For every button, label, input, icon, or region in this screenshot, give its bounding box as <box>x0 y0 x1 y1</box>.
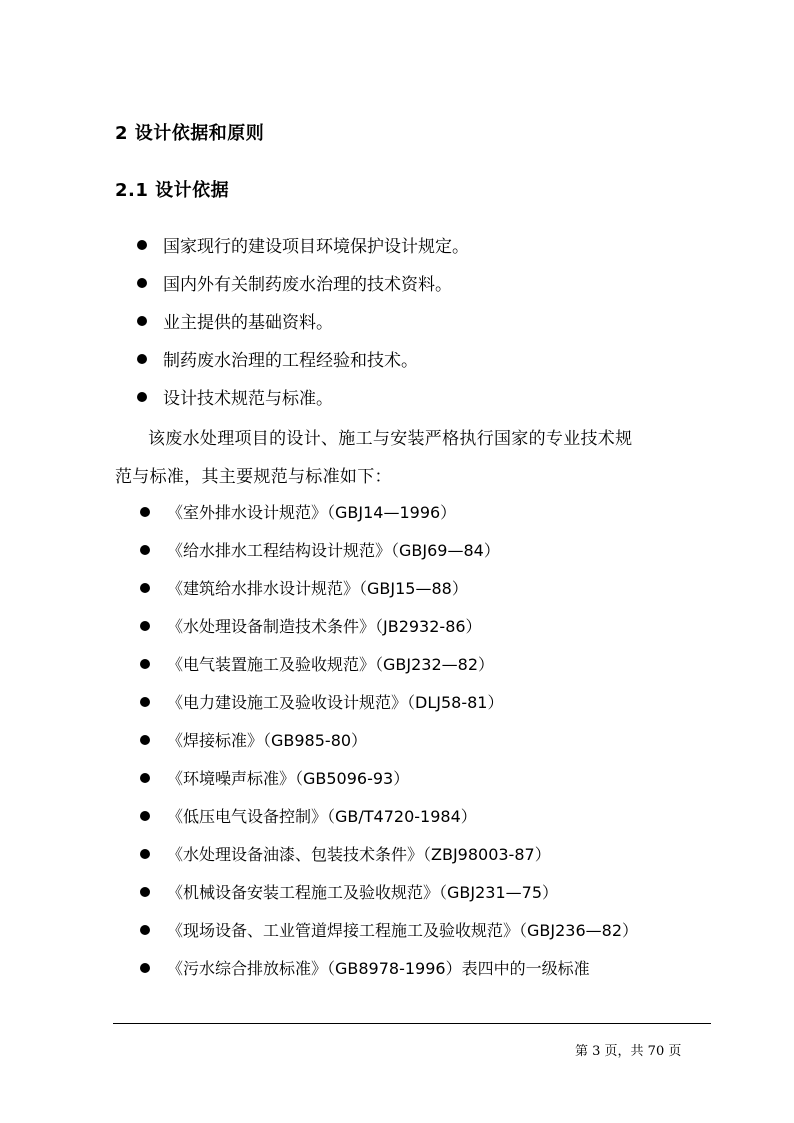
standard-item <box>0 614 482 637</box>
bullet-icon <box>140 887 150 897</box>
basis-item-text: 业主提供的基础资料。 <box>163 313 333 333</box>
paragraph-line: 范与标准，其主要规范与标准如下： <box>115 467 392 487</box>
standard-item <box>0 690 503 713</box>
bullet-icon <box>140 963 150 973</box>
standard-item-text: 《水处理设备油漆、包装技术条件》（ZBJ98003-87） <box>167 845 551 864</box>
basis-item <box>0 270 452 295</box>
standard-item <box>0 804 477 827</box>
section-heading: 2 设计依据和原则 <box>115 123 265 144</box>
standard-item-text: 《焊接标准》（GB985-80） <box>167 731 368 750</box>
standard-item <box>0 880 558 903</box>
basis-item <box>0 346 418 371</box>
bullet-icon <box>140 811 150 821</box>
basis-item <box>0 232 469 257</box>
standard-item-text: 《电力建设施工及验收设计规范》（DLJ58-81） <box>167 693 504 712</box>
standard-item-text: 《室外排水设计规范》（GBJ14—1996） <box>167 503 457 522</box>
bullet-icon <box>137 240 147 250</box>
standard-item <box>0 842 551 865</box>
standard-item-text: 《污水综合排放标准》（GB8978-1996）表四中的一级标准 <box>167 959 590 978</box>
bullet-icon <box>137 316 147 326</box>
basis-item-text: 制药废水治理的工程经验和技术。 <box>163 351 418 371</box>
bullet-icon <box>137 354 147 364</box>
bullet-icon <box>140 659 150 669</box>
standard-item <box>0 652 494 675</box>
standard-item <box>0 576 468 599</box>
bullet-icon <box>140 583 150 593</box>
standard-item-text: 《机械设备安装工程施工及验收规范》（GBJ231—75） <box>167 883 558 902</box>
paragraph-line: 该废水处理项目的设计、施工与安装严格执行国家的专业技术规 <box>148 429 633 449</box>
page-number: 第 3 页，共 70 页 <box>575 1044 682 1059</box>
standard-item-text: 《环境噪声标准》（GB5096-93） <box>167 769 410 788</box>
basis-item-text: 国家现行的建设项目环境保护设计规定。 <box>163 237 469 257</box>
bullet-icon <box>140 773 150 783</box>
bullet-icon <box>140 849 150 859</box>
standard-item <box>0 956 590 979</box>
basis-item <box>0 308 333 333</box>
bullet-icon <box>140 925 150 935</box>
standard-item <box>0 918 638 941</box>
bullet-icon <box>140 697 150 707</box>
standard-item-text: 《水处理设备制造技术条件》（JB2932-86） <box>167 617 482 636</box>
basis-item-text: 国内外有关制药废水治理的技术资料。 <box>163 275 452 295</box>
basis-item <box>0 384 333 409</box>
standard-item <box>0 538 500 561</box>
bullet-icon <box>140 507 150 517</box>
bullet-icon <box>140 621 150 631</box>
standard-item-text: 《给水排水工程结构设计规范》（GBJ69—84） <box>167 541 500 560</box>
basis-item-text: 设计技术规范与标准。 <box>163 389 333 409</box>
standard-item-text: 《建筑给水排水设计规范》（GBJ15—88） <box>167 579 468 598</box>
standard-item <box>0 500 456 523</box>
bullet-icon <box>140 545 150 555</box>
standard-item-text: 《电气装置施工及验收规范》（GBJ232—82） <box>167 655 494 674</box>
bullet-icon <box>137 392 147 402</box>
standard-item-text: 《低压电气设备控制》（GB/T4720-1984） <box>167 807 477 826</box>
footer-divider <box>113 1023 711 1024</box>
bullet-icon <box>137 278 147 288</box>
bullet-icon <box>140 735 150 745</box>
subsection-heading: 2.1 设计依据 <box>115 180 230 201</box>
standard-item <box>0 766 409 789</box>
standard-item <box>0 728 367 751</box>
standard-item-text: 《现场设备、工业管道焊接工程施工及验收规范》（GBJ236—82） <box>167 921 638 940</box>
